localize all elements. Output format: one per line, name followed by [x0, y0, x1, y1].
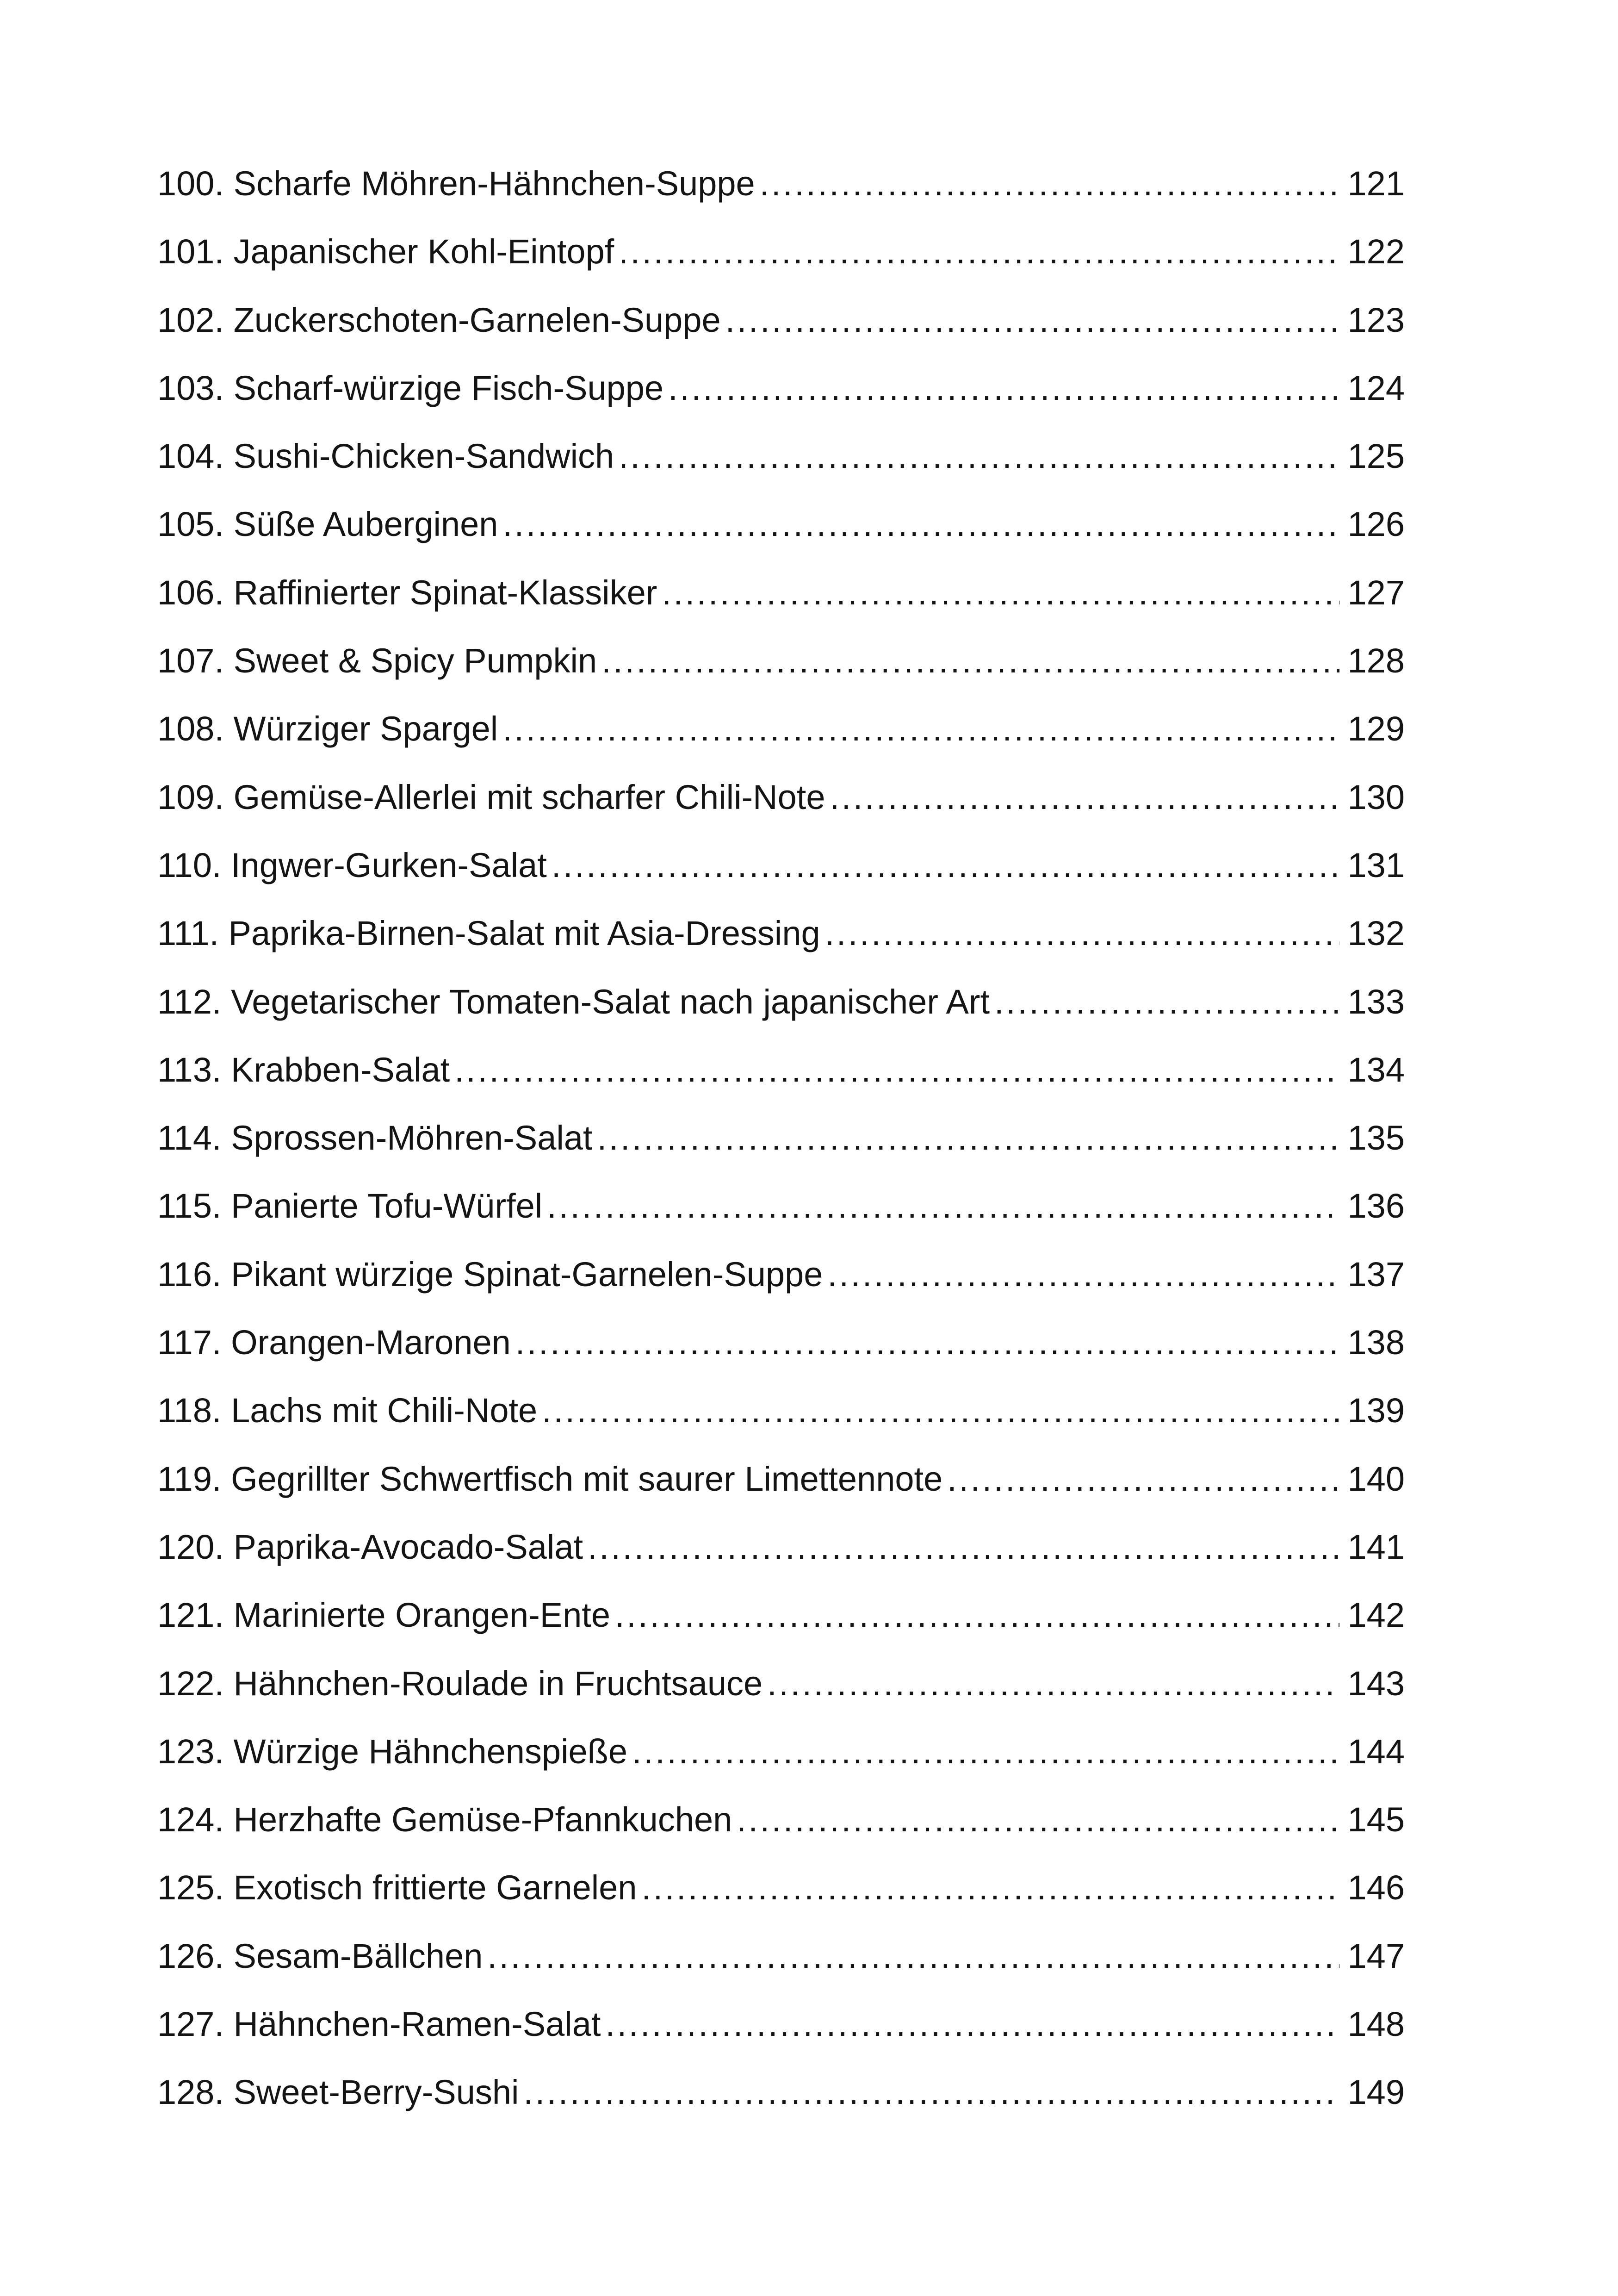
toc-entry-page: 144: [1339, 1735, 1405, 1769]
toc-entry: [157, 1053, 1405, 1121]
toc-entry-page: 123: [1339, 303, 1405, 337]
toc-entry-title: 115. Panierte Tofu-Würfel: [157, 1189, 547, 1223]
toc-entry: [157, 1530, 1405, 1598]
toc-entry-title: 101. Japanischer Kohl-Eintopf: [157, 235, 619, 269]
toc-entry-page: 129: [1339, 712, 1405, 746]
toc-dot-leader: [767, 1667, 1339, 1701]
toc-entry-page: 124: [1339, 371, 1405, 405]
toc-dot-leader: [725, 303, 1339, 337]
toc-dot-leader: [825, 916, 1339, 951]
toc-dot-leader: [947, 1462, 1339, 1496]
toc-entry: [157, 1189, 1405, 1257]
toc-entry-page: 146: [1339, 1871, 1405, 1905]
toc-entry: [157, 371, 1405, 439]
toc-entry: [157, 1939, 1405, 2007]
toc-entry-title: 117. Orangen-Maronen: [157, 1325, 515, 1360]
toc-dot-leader: [515, 1325, 1339, 1360]
toc-entry-title: 112. Vegetarischer Tomaten-Salat nach japanischer Art: [157, 985, 994, 1019]
toc-entry-title: 114. Sprossen-Möhren-Salat: [157, 1121, 597, 1155]
toc-dot-leader: [760, 167, 1339, 201]
toc-entry-page: 142: [1339, 1598, 1405, 1632]
toc-dot-leader: [502, 712, 1339, 746]
toc-entry-title: 123. Würzige Hähnchenspieße: [157, 1735, 632, 1769]
toc-entry-page: 147: [1339, 1939, 1405, 1973]
toc-entry: [157, 1598, 1405, 1666]
toc-entry-page: 141: [1339, 1530, 1405, 1564]
toc-entry-title: 128. Sweet-Berry-Sushi: [157, 2075, 523, 2109]
toc-entry-title: 119. Gegrillter Schwertfisch mit saurer Limettennote: [157, 1462, 947, 1496]
toc-dot-leader: [619, 439, 1339, 473]
toc-entry: [157, 167, 1405, 235]
toc-entry-title: 106. Raffinierter Spinat-Klassiker: [157, 576, 662, 610]
toc-dot-leader: [523, 2075, 1339, 2109]
toc-entry-page: 132: [1339, 916, 1405, 951]
toc-entry: [157, 985, 1405, 1053]
toc-dot-leader: [615, 1598, 1339, 1632]
toc-dot-leader: [994, 985, 1339, 1019]
toc-entry: [157, 235, 1405, 303]
toc-entry: [157, 1121, 1405, 1189]
toc-entry: [157, 2075, 1405, 2143]
toc-entry-page: 143: [1339, 1667, 1405, 1701]
toc-entry-page: 121: [1339, 167, 1405, 201]
toc-entry-title: 125. Exotisch frittierte Garnelen: [157, 1871, 642, 1905]
toc-entry: [157, 916, 1405, 984]
toc-entry: [157, 439, 1405, 507]
toc-entry: [157, 848, 1405, 916]
toc-dot-leader: [547, 1189, 1339, 1223]
toc-entry: [157, 507, 1405, 575]
toc-entry-page: 145: [1339, 1803, 1405, 1837]
toc-entry-title: 118. Lachs mit Chili-Note: [157, 1394, 542, 1428]
toc-dot-leader: [668, 371, 1339, 405]
toc-entry-title: 127. Hähnchen-Ramen-Salat: [157, 2007, 605, 2041]
toc-entry-title: 116. Pikant würzige Spinat-Garnelen-Suppe: [157, 1257, 827, 1292]
toc-dot-leader: [487, 1939, 1339, 1973]
toc-entry: [157, 780, 1405, 848]
toc-entry-page: 136: [1339, 1189, 1405, 1223]
toc-entry-page: 135: [1339, 1121, 1405, 1155]
toc-entry-page: 122: [1339, 235, 1405, 269]
toc-entry-page: 140: [1339, 1462, 1405, 1496]
toc-entry-title: 126. Sesam-Bällchen: [157, 1939, 487, 1973]
toc-dot-leader: [605, 2007, 1339, 2041]
toc-dot-leader: [588, 1530, 1339, 1564]
toc-entry-title: 113. Krabben-Salat: [157, 1053, 454, 1087]
toc-entry-page: 127: [1339, 576, 1405, 610]
toc-entry-title: 110. Ingwer-Gurken-Salat: [157, 848, 552, 883]
toc-entry-title: 103. Scharf-würzige Fisch-Suppe: [157, 371, 668, 405]
toc-dot-leader: [502, 507, 1339, 541]
toc-entry: [157, 1803, 1405, 1871]
toc-entry-title: 105. Süße Auberginen: [157, 507, 502, 541]
toc-dot-leader: [552, 848, 1339, 883]
toc-entry-title: 100. Scharfe Möhren-Hähnchen-Suppe: [157, 167, 760, 201]
toc-entry-title: 108. Würziger Spargel: [157, 712, 502, 746]
toc-entry-page: 128: [1339, 644, 1405, 678]
table-of-contents: [157, 167, 1405, 2144]
toc-dot-leader: [737, 1803, 1339, 1837]
toc-entry: [157, 644, 1405, 712]
toc-entry-title: 102. Zuckerschoten-Garnelen-Suppe: [157, 303, 725, 337]
toc-entry: [157, 303, 1405, 371]
toc-dot-leader: [597, 1121, 1339, 1155]
toc-dot-leader: [827, 1257, 1339, 1292]
toc-dot-leader: [662, 576, 1339, 610]
toc-entry-page: 131: [1339, 848, 1405, 883]
toc-entry: [157, 1394, 1405, 1462]
toc-entry-page: 126: [1339, 507, 1405, 541]
toc-entry-page: 125: [1339, 439, 1405, 473]
toc-entry: [157, 712, 1405, 780]
toc-entry-page: 133: [1339, 985, 1405, 1019]
toc-entry-page: 138: [1339, 1325, 1405, 1360]
toc-dot-leader: [542, 1394, 1339, 1428]
toc-entry-title: 121. Marinierte Orangen-Ente: [157, 1598, 615, 1632]
toc-entry: [157, 1871, 1405, 1939]
toc-entry-page: 130: [1339, 780, 1405, 815]
toc-entry: [157, 2007, 1405, 2075]
toc-dot-leader: [830, 780, 1339, 815]
toc-dot-leader: [601, 644, 1339, 678]
toc-entry-page: 139: [1339, 1394, 1405, 1428]
toc-entry: [157, 1462, 1405, 1530]
toc-entry: [157, 1667, 1405, 1735]
toc-entry-page: 137: [1339, 1257, 1405, 1292]
toc-entry-title: 111. Paprika-Birnen-Salat mit Asia-Dressing: [157, 916, 825, 951]
toc-entry-title: 122. Hähnchen-Roulade in Fruchtsauce: [157, 1667, 767, 1701]
toc-entry-title: 109. Gemüse-Allerlei mit scharfer Chili-Note: [157, 780, 830, 815]
toc-entry-page: 134: [1339, 1053, 1405, 1087]
toc-dot-leader: [454, 1053, 1339, 1087]
toc-entry: [157, 576, 1405, 644]
toc-entry-title: 120. Paprika-Avocado-Salat: [157, 1530, 588, 1564]
toc-entry: [157, 1325, 1405, 1394]
toc-dot-leader: [632, 1735, 1339, 1769]
toc-dot-leader: [642, 1871, 1339, 1905]
toc-entry-page: 148: [1339, 2007, 1405, 2041]
toc-entry: [157, 1735, 1405, 1803]
toc-entry-title: 104. Sushi-Chicken-Sandwich: [157, 439, 619, 473]
toc-entry: [157, 1257, 1405, 1325]
toc-entry-title: 124. Herzhafte Gemüse-Pfannkuchen: [157, 1803, 737, 1837]
toc-dot-leader: [619, 235, 1339, 269]
toc-entry-title: 107. Sweet & Spicy Pumpkin: [157, 644, 601, 678]
toc-entry-page: 149: [1339, 2075, 1405, 2109]
